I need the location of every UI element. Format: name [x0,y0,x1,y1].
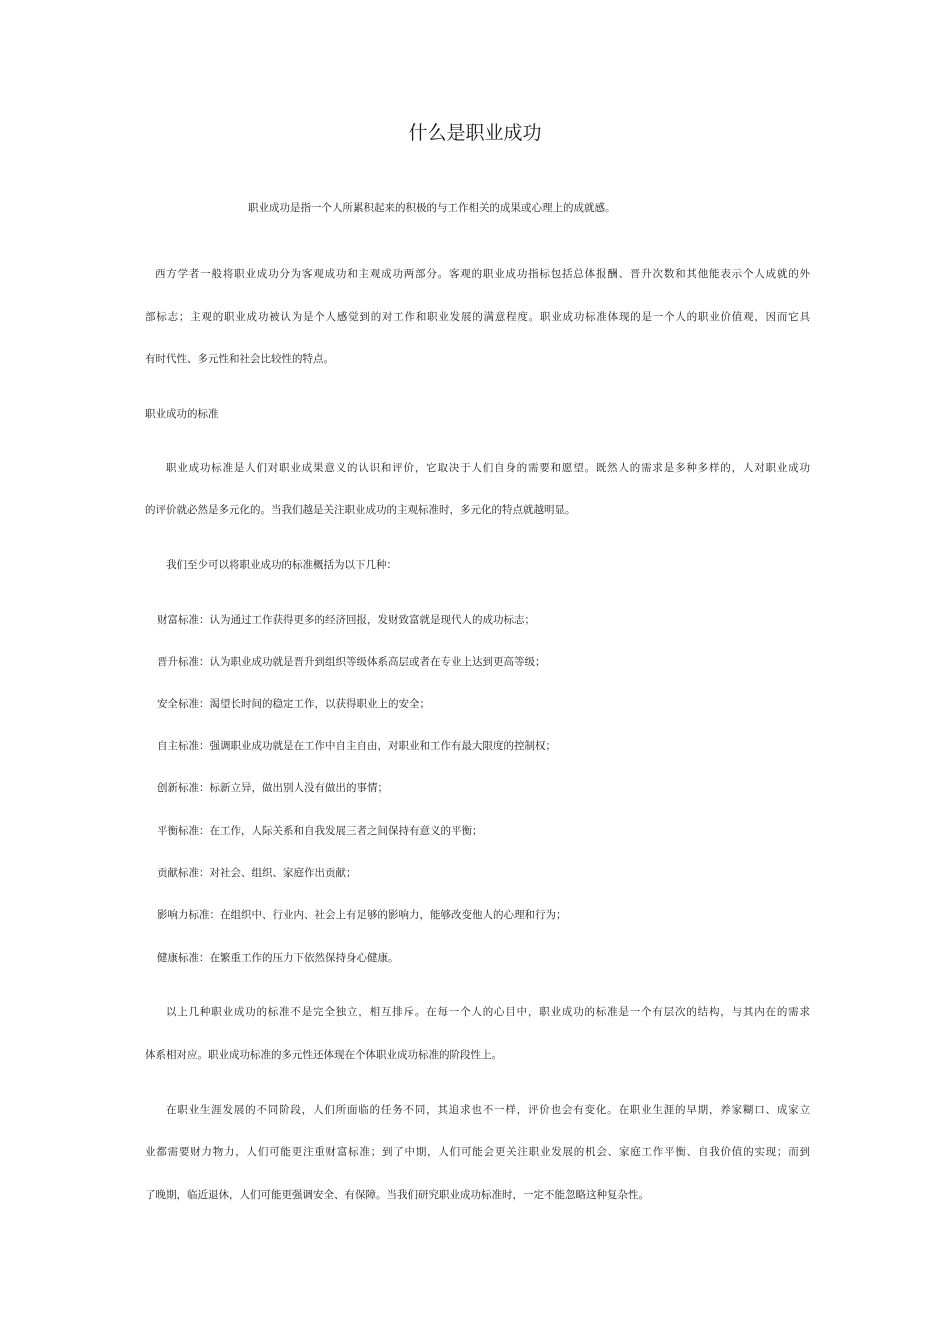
standard-item-innovation: 创新标准：标新立异，做出别人没有做出的事情； [157,782,388,794]
summary-sentence: 我们至少可以将职业成功的标准概括为以下几种： [166,559,397,571]
standard-item-promotion: 晋升标准：认为职业成功就是晋升到组织等级体系高层或者在专业上达到更高等级； [157,656,546,668]
intro-line-3: 有时代性、多元性和社会比较性的特点。 [145,353,334,365]
standard-item-balance: 平衡标准：在工作，人际关系和自我发展三者之间保持有意义的平衡； [157,825,483,837]
section-heading: 职业成功的标准 [145,408,219,420]
standard-item-contribution: 贡献标准：对社会、组织、家庭作出贡献； [157,867,357,879]
definition-paragraph: 职业成功是指一个人所累积起来的积极的与工作相关的成果或心理上的成就感。 [248,202,616,214]
standard-item-health: 健康标准：在繁重工作的压力下依然保持身心健康。 [157,952,399,964]
intro-line-1: 西方学者一般将职业成功分为客观成功和主观成功两部分。客观的职业成功指标包括总体报酬、晋升次数和其他能表示个人成就的外 [155,268,810,280]
standard-item-security: 安全标准：渴望长时间的稳定工作，以获得职业上的安全； [157,698,430,710]
standard-item-influence: 影响力标准：在组织中、行业内、社会上有足够的影响力，能够改变他人的心理和行为； [157,909,567,921]
career-stage-line-3: 了晚期，临近退休，人们可能更强调安全、有保障。当我们研究职业成功标准时，一定不能忽略这种复杂性。 [145,1189,649,1201]
standard-item-autonomy: 自主标准：强调职业成功就是在工作中自主自由，对职业和工作有最大限度的控制权； [157,740,556,752]
standard-item-wealth: 财富标准：认为通过工作获得更多的经济回报，发财致富就是现代人的成功标志； [157,614,535,626]
page-title: 什么是职业成功 [408,122,542,144]
standards-intro-line-2: 的评价就必然是多元化的。当我们越是关注职业成功的主观标准时，多元化的特点就越明显。 [145,504,576,516]
structure-line-1: 以上几种职业成功的标准不是完全独立，相互排斥。在每一个人的心目中，职业成功的标准是一个有层次的结构，与其内在的需求 [166,1006,810,1018]
intro-line-2: 部标志；主观的职业成功被认为是个人感觉到的对工作和职业发展的满意程度。职业成功标准体现的是一个人的职业价值观，因而它具 [145,311,810,323]
career-stage-line-1: 在职业生涯发展的不同阶段，人们所面临的任务不同，其追求也不一样，评价也会有变化。在职业生涯的早期，养家糊口、成家立 [166,1104,810,1116]
structure-line-2: 体系相对应。职业成功标准的多元性还体现在个体职业成功标准的阶段性上。 [145,1049,502,1061]
standards-intro-line-1: 职业成功标准是人们对职业成果意义的认识和评价，它取决于人们自身的需要和愿望。既然人的需求是多种多样的，人对职业成功 [166,462,810,474]
career-stage-line-2: 业都需要财力物力，人们可能更注重财富标准；到了中期，人们可能会更关注职业发展的机会、家庭工作平衡、自我价值的实现；而到 [145,1146,810,1158]
